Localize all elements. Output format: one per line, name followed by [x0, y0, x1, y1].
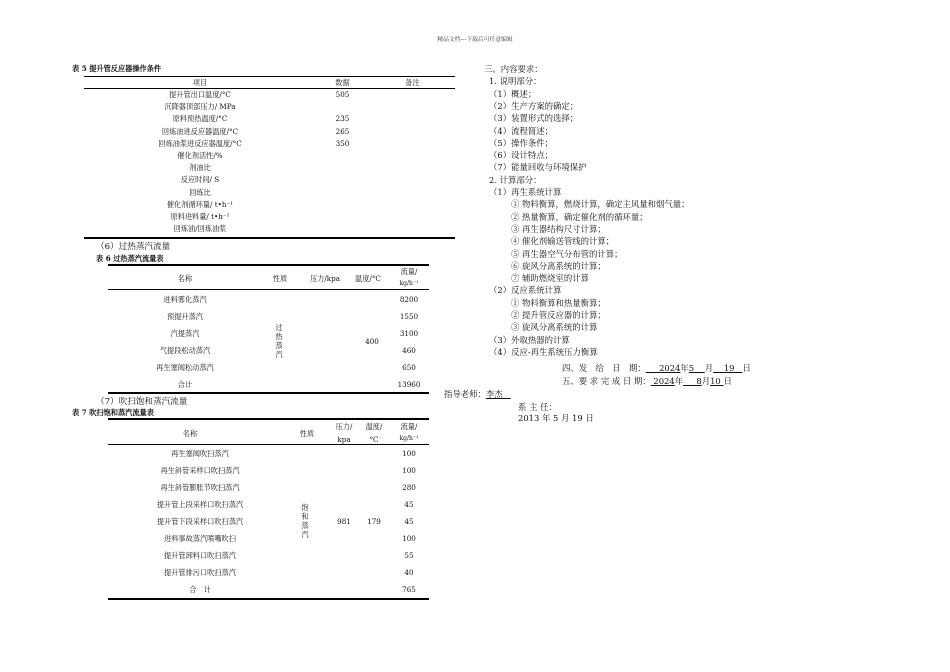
sub1-item: ③ 再生器结构尺寸计算；	[511, 223, 606, 234]
part1-item: （2）生产方案的确定；	[489, 100, 579, 111]
table7-row-name: 再生斜管膨胀节吹扫蒸汽	[160, 483, 240, 492]
sign-date: 2013 年 5 月 19 日	[518, 413, 594, 423]
table6-row-name: 再生塞阀松动蒸汽	[156, 363, 214, 372]
sub4-heading: （4）反应-再生系统压力衡算	[489, 346, 598, 357]
table7-header-name: 名称	[182, 429, 198, 438]
table7-row-name: 提升管上段采样口吹扫蒸汽	[156, 500, 244, 509]
complete-date-line	[562, 375, 732, 387]
table7-row-flow: 40	[404, 568, 414, 577]
table6-header-nature: 性质	[272, 274, 288, 283]
table7-temp-value: 179	[367, 517, 381, 526]
table7-row-flow: 100	[402, 534, 416, 543]
table5-title: 表 5 提升管反应器操作条件	[72, 64, 162, 73]
issue-date-label: 四、发 给 日 期：	[562, 363, 646, 373]
sub2-heading: （2）反应系统计算	[489, 285, 562, 296]
sub2-item: ③ 旋风分离系统的计算	[511, 322, 598, 333]
table7-header-pressure-unit: kpa	[337, 435, 351, 444]
table5-row-value: 235	[335, 114, 350, 124]
part1-item: （6）设计特点；	[489, 150, 553, 161]
table7-bottom-rule	[108, 598, 429, 600]
requirements-heading: 三、内容要求：	[484, 64, 543, 74]
table7-row-flow: 100	[402, 466, 416, 475]
issue-day: 19	[723, 363, 735, 373]
table5-header-rule	[84, 88, 455, 89]
table5-top-rule	[84, 76, 455, 77]
table6-row-flow: 8200	[399, 295, 419, 304]
advisor-label: 指导老师：	[444, 389, 486, 399]
table6-bottom-rule	[108, 392, 429, 394]
table6-row-name: 合计	[177, 380, 193, 389]
table7-header-flow-unit: kg/h⁻¹	[399, 435, 419, 442]
table7-title: 表 7 吹扫饱和蒸汽流量表	[72, 408, 154, 417]
part1-item: （4）流程简述；	[489, 125, 553, 136]
table6-title: 表 6 过热蒸汽流量表	[96, 254, 164, 263]
table7-row-name: 提升管排污口吹扫蒸汽	[164, 568, 236, 577]
table6-row-flow: 3100	[399, 329, 419, 338]
dept-head-label: 系 主 任：	[518, 402, 557, 412]
table5-row-item: 剂油比	[189, 163, 211, 173]
table5-header-data: 数据	[335, 78, 350, 87]
table5-row-item: 原料预热温度/°C	[172, 114, 228, 124]
part1-item: （3）装置形式的选择；	[489, 113, 579, 124]
issue-date-line	[562, 362, 751, 374]
table6-row-name: 进料雾化蒸汽	[163, 295, 207, 304]
section7-heading: （7）吹扫饱和蒸汽流量	[96, 397, 188, 407]
sub1-item: ⑤ 再生器空气分布管的计算；	[511, 248, 623, 259]
table5-row-item: 回炼油/回炼油浆	[173, 224, 227, 234]
table7-row-name: 再生斜管采样口吹扫蒸汽	[160, 466, 240, 475]
table6-row-flow: 650	[402, 363, 416, 372]
table5-header-remark: 备注	[405, 78, 420, 87]
table5-row-item: 回炼油进反应器温度/°C	[161, 126, 239, 136]
page-header-note: 精品文档---下载后可任意编辑	[437, 37, 513, 43]
table7-row-flow: 100	[402, 449, 416, 458]
advisor-line	[444, 388, 511, 400]
sub1-item: ② 热量衡算，确定催化剂的循环量；	[511, 211, 648, 222]
table5-row-item: 提升管出口温度/°C	[169, 90, 231, 99]
sub2-item: ① 物料衡算和热量衡算；	[511, 297, 606, 308]
complete-day-char: 日	[723, 376, 732, 386]
table5-row-item: 催化剂活性/%	[177, 151, 223, 160]
sub2-item: ② 提升管反应器的计算；	[511, 310, 606, 320]
table7-row-name: 提升管下段采样口吹扫蒸汽	[156, 517, 244, 526]
table7-row-name: 合 计	[189, 585, 211, 594]
table5-row-item: 催化剂循环量/ t•h⁻¹	[166, 199, 234, 209]
table5-row-value: 505	[335, 90, 350, 99]
table7-row-flow: 765	[402, 585, 416, 594]
advisor-name: 李杰	[485, 389, 503, 399]
sub1-heading: （1）再生系统计算	[489, 187, 562, 197]
table6-header-rule	[108, 289, 429, 290]
table6-row-name: 汽提蒸汽	[170, 329, 200, 338]
complete-year-char: 年	[674, 376, 684, 386]
part1-item: （1）概述；	[489, 88, 537, 99]
table7-row-flow: 280	[402, 483, 416, 492]
part1-item: （5）操作条件；	[489, 137, 553, 148]
table7-row-flow: 55	[404, 551, 414, 560]
table7-row-flow: 45	[404, 500, 414, 509]
table5-row-item: 沉降器顶部压力/ MPa	[164, 102, 236, 112]
table5-row-item: 回炼比	[189, 187, 211, 197]
issue-month: 5	[688, 363, 695, 373]
complete-month-char: 月	[701, 376, 711, 386]
table7-row-name: 再生塞阀吹扫蒸汽	[171, 449, 229, 458]
part1-item: （7）能量回收与环境保护	[489, 162, 587, 173]
part2-heading: 2. 计算部分：	[489, 174, 542, 185]
table5-header-item: 项目	[192, 78, 208, 87]
table6-header-pressure: 压力/kpa	[309, 274, 341, 283]
table6-temp-value: 400	[365, 337, 379, 346]
complete-date-label: 五、要 求 完 成 日 期：	[562, 376, 651, 386]
complete-month: 8	[696, 376, 702, 386]
table7-row-name: 进料事故蒸汽喷嘴吹扫	[164, 534, 236, 543]
sub1-item: ⑦ 辅助燃烧室的计算	[511, 273, 590, 284]
table7-header-pressure: 压力/	[335, 422, 353, 431]
complete-year: 2024	[653, 376, 675, 386]
table6-header-name: 名称	[177, 274, 193, 283]
table7-header-temp-unit: °C	[369, 435, 379, 444]
sub1-item: ④ 催化剂输送管线的计算；	[511, 236, 615, 247]
issue-month-char: 月	[704, 363, 714, 373]
table6-header-flow-unit: kg/h⁻¹	[399, 280, 419, 287]
sub1-item: ① 物料衡算，燃烧计算，确定主风量和烟气量；	[511, 199, 690, 210]
table7-top-rule	[108, 418, 429, 420]
sub1-item: ⑥ 旋风分离系统的计算；	[511, 260, 606, 271]
table6-header-temp: 温度/°C	[355, 274, 381, 283]
issue-year-char: 年	[680, 363, 689, 373]
table6-top-rule	[108, 264, 429, 266]
table7-header-rule	[108, 444, 429, 445]
section6-heading: （6）过热蒸汽流量	[96, 242, 171, 252]
table7-row-flow: 45	[404, 517, 414, 526]
table6-row-flow: 1550	[399, 312, 419, 321]
table7-row-name: 提升管卸料口吹扫蒸汽	[164, 551, 236, 560]
table5-row-item: 原料进料量/ t•h⁻¹	[170, 212, 230, 221]
sub3-heading: （3）外取热器的计算	[489, 334, 570, 345]
table6-nature: 过热蒸汽	[275, 323, 283, 359]
table6-row-name: 预提升蒸汽	[167, 312, 203, 321]
table5-row-value: 350	[335, 138, 350, 148]
table5-bottom-rule	[84, 237, 455, 239]
issue-day-char: 日	[742, 363, 751, 373]
table7-pressure-value: 981	[337, 517, 351, 526]
table7-nature: 饱和蒸汽	[301, 503, 309, 539]
table6-row-name: 气提段松动蒸汽	[159, 346, 211, 355]
table7-header-flow: 流量/	[400, 422, 418, 431]
table5-row-item: 回炼油浆进反应器温度/°C	[158, 138, 242, 148]
complete-day: 10	[710, 376, 721, 386]
issue-year: 2024	[659, 363, 681, 373]
table6-row-flow: 13960	[397, 380, 421, 389]
table6-row-flow: 460	[402, 346, 416, 355]
table5-row-item: 反应时间/ S	[180, 175, 220, 185]
part1-heading: 1. 说明部分：	[489, 76, 542, 87]
table6-header-flow: 流量/	[400, 267, 418, 276]
table7-header-nature: 性质	[299, 429, 315, 438]
table5-row-value: 265	[335, 126, 350, 136]
table7-header-temp: 温度/	[365, 422, 383, 431]
